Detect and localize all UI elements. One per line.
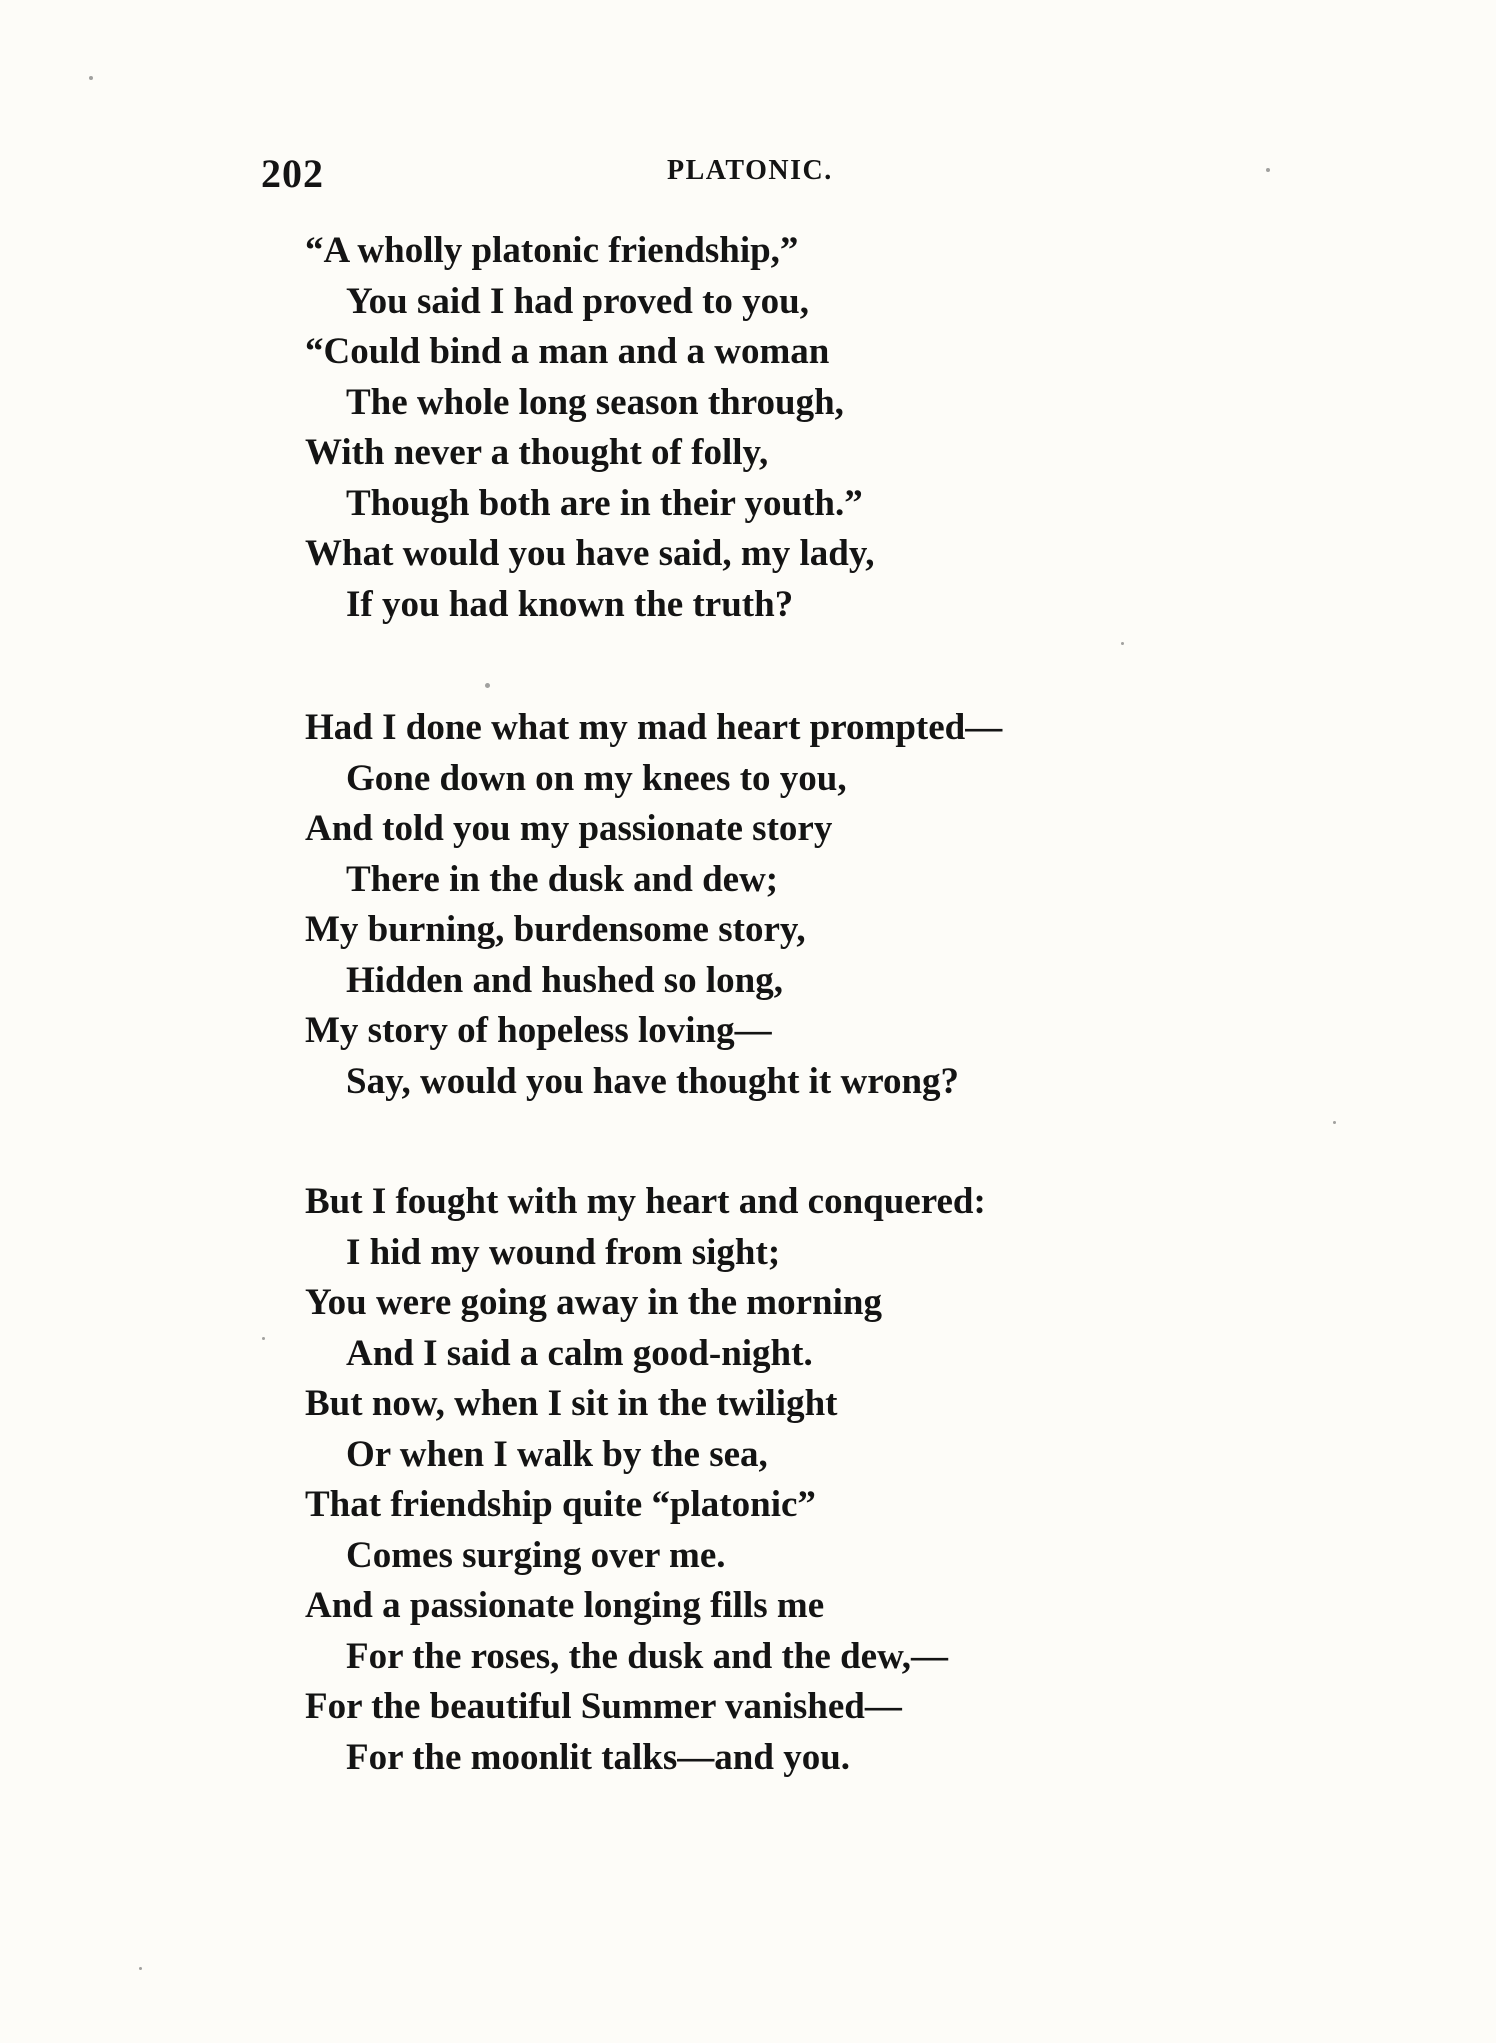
poem-line: You said I had proved to you, — [346, 280, 809, 322]
stanza — [305, 1177, 986, 1783]
poem-line: There in the dusk and dew; — [346, 858, 779, 900]
poem-line: “A wholly platonic friendship,” — [305, 230, 799, 271]
poem-line: “Could bind a man and a woman — [305, 331, 830, 372]
poem-line: But I fought with my heart and conquered: — [305, 1181, 986, 1222]
paper-speck — [262, 1337, 265, 1340]
paper-speck — [89, 76, 93, 80]
poem-line: For the moonlit talks—and you. — [346, 1736, 851, 1778]
stanza — [305, 226, 875, 630]
poem-line: What would you have said, my lady, — [305, 533, 875, 574]
stanza — [305, 703, 1002, 1107]
poem-line: For the beautiful Summer vanished— — [305, 1686, 902, 1727]
poem-line: I hid my wound from sight; — [346, 1231, 781, 1273]
paper-speck — [1121, 642, 1124, 645]
poem-line: Had I done what my mad heart prompted— — [305, 707, 1003, 748]
poem-line: My burning, burdensome story, — [305, 909, 806, 950]
paper-speck — [485, 683, 490, 688]
poem-line: My story of hopeless loving— — [305, 1010, 772, 1051]
poem-line: Hidden and hushed so long, — [346, 959, 784, 1001]
poem-line: And told you my passionate story — [305, 808, 833, 849]
paper-speck — [1266, 168, 1270, 172]
paper-speck — [1333, 1121, 1336, 1124]
paper-speck — [139, 1967, 142, 1970]
poem-line: Comes surging over me. — [346, 1534, 726, 1576]
poem-line: Or when I walk by the sea, — [346, 1433, 768, 1475]
poem-line: But now, when I sit in the twilight — [305, 1383, 838, 1424]
poem-line: If you had known the truth? — [346, 583, 794, 625]
poem-line: Gone down on my knees to you, — [346, 757, 847, 799]
poem-line: The whole long season through, — [346, 381, 844, 423]
poem-line: You were going away in the morning — [305, 1282, 882, 1323]
poem-line: For the roses, the dusk and the dew,— — [346, 1635, 949, 1677]
page-number: 202 — [261, 151, 324, 196]
running-title: PLATONIC. — [667, 155, 833, 186]
poem-line: With never a thought of folly, — [305, 432, 769, 473]
poem-line: And a passionate longing fills me — [305, 1585, 825, 1626]
poem-line: That friendship quite “platonic” — [305, 1484, 816, 1525]
poem-line: And I said a calm good-night. — [346, 1332, 813, 1374]
poem-line: Though both are in their youth.” — [346, 482, 863, 524]
poem-line: Say, would you have thought it wrong? — [346, 1060, 960, 1102]
